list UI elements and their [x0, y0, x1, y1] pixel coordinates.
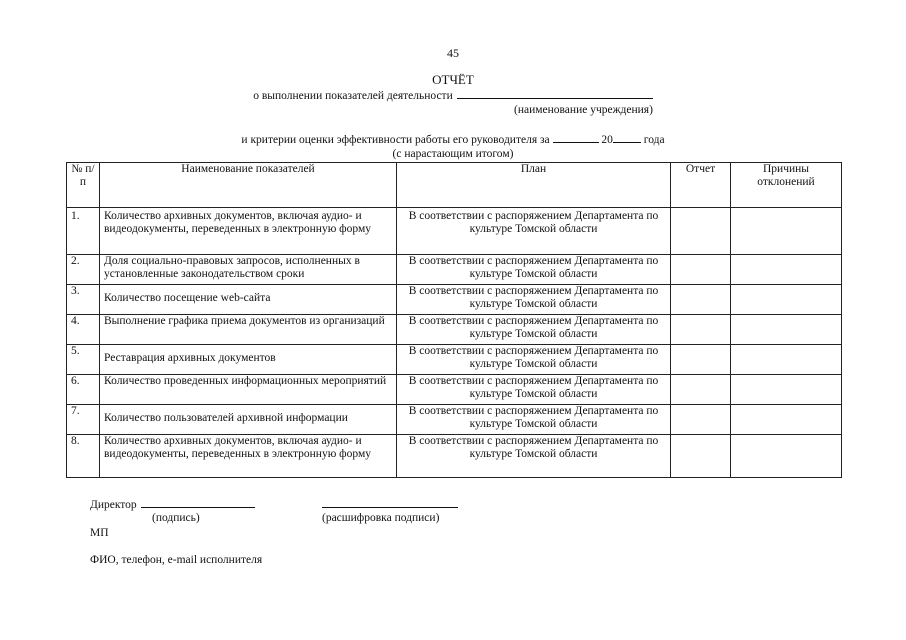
row-num: 2.: [67, 255, 100, 285]
row-plan: В соответствии с распоряжением Департамента по культуре Томской области: [397, 208, 671, 255]
header-report: Отчет: [671, 163, 731, 208]
row-name-text: Количество посещение web-сайта: [104, 292, 271, 304]
row-report[interactable]: [671, 375, 731, 405]
row-plan: В соответствии с распоряжением Департамента по культуре Томской области: [397, 285, 671, 315]
row-num: 1.: [67, 208, 100, 255]
row-name: Выполнение графика приема документов из организаций: [100, 315, 397, 345]
row-plan: В соответствии с распоряжением Департамента по культуре Томской области: [397, 405, 671, 435]
table-row: [67, 315, 842, 345]
row-name: [100, 285, 397, 315]
row-reasons[interactable]: [731, 435, 842, 478]
signature-blank[interactable]: [141, 497, 255, 508]
header-name: Наименование показателей: [100, 163, 397, 208]
row-report[interactable]: [671, 345, 731, 375]
row-plan: В соответствии с распоряжением Департамента по культуре Томской области: [397, 375, 671, 405]
signature-decode-blank[interactable]: [322, 497, 458, 508]
row-name: Доля социально-правовых запросов, исполненных в установленные законодательством сроки: [100, 255, 397, 285]
indicators-table: [66, 162, 842, 478]
row-plan: В соответствии с распоряжением Департамента по культуре Томской области: [397, 345, 671, 375]
document-title: ОТЧЁТ: [432, 72, 474, 87]
row-reasons[interactable]: [731, 375, 842, 405]
row-num: 4.: [67, 315, 100, 345]
row-num: 7.: [67, 405, 100, 435]
stamp-label: МП: [90, 527, 109, 539]
row-plan: В соответствии с распоряжением Департамента по культуре Томской области: [397, 315, 671, 345]
row-plan: В соответствии с распоряжением Департамента по культуре Томской области: [397, 255, 671, 285]
row-report[interactable]: [671, 315, 731, 345]
row-name-text: Количество пользователей архивной информации: [104, 412, 348, 424]
row-report[interactable]: [671, 208, 731, 255]
director-signature-row: [90, 497, 255, 511]
row-report[interactable]: [671, 405, 731, 435]
subtitle-line-2-suffix: года: [643, 134, 665, 146]
table-row: [67, 375, 842, 405]
table-row: [67, 255, 842, 285]
row-name: Количество архивных документов, включая аудио- и видеодокументы, переведенных в электронную форму: [100, 435, 397, 478]
row-name: [100, 405, 397, 435]
table-row: [67, 405, 842, 435]
row-name: [100, 345, 397, 375]
table-row: [67, 285, 842, 315]
row-report[interactable]: [671, 285, 731, 315]
row-num: 5.: [67, 345, 100, 375]
header-plan: План: [397, 163, 671, 208]
row-num: 8.: [67, 435, 100, 478]
row-name-text: Реставрация архивных документов: [104, 352, 276, 364]
subtitle-line-1-text: о выполнении показателей деятельности: [253, 90, 453, 102]
subtitle-line-3: (с нарастающим итогом): [392, 148, 514, 160]
period-blank[interactable]: [553, 132, 599, 143]
row-plan: В соответствии с распоряжением Департамента по культуре Томской области: [397, 435, 671, 478]
year-prefix: 20: [601, 134, 613, 146]
row-reasons[interactable]: [731, 405, 842, 435]
page-number: 45: [447, 46, 459, 60]
row-reasons[interactable]: [731, 345, 842, 375]
row-report[interactable]: [671, 435, 731, 478]
executor-label: ФИО, телефон, e-mail исполнителя: [90, 554, 263, 566]
table-header-row: [67, 163, 842, 208]
institution-blank[interactable]: [457, 88, 653, 99]
year-blank[interactable]: [613, 132, 641, 143]
signature-caption: (подпись): [152, 512, 200, 524]
row-reasons[interactable]: [731, 208, 842, 255]
institution-caption: (наименование учреждения): [514, 104, 653, 116]
table-row: [67, 208, 842, 255]
row-num: 6.: [67, 375, 100, 405]
subtitle-line-2: [0, 132, 906, 146]
row-reasons[interactable]: [731, 255, 842, 285]
header-reasons: Причины отклонений: [731, 163, 842, 208]
row-name: Количество проведенных информационных мероприятий: [100, 375, 397, 405]
row-reasons[interactable]: [731, 285, 842, 315]
row-reasons[interactable]: [731, 315, 842, 345]
table-row: [67, 345, 842, 375]
header-num: № п/п: [67, 163, 100, 208]
row-num: 3.: [67, 285, 100, 315]
row-name: Количество архивных документов, включая аудио- и видеодокументы, переведенных в электронную форму: [100, 208, 397, 255]
signature-decode-caption: (расшифровка подписи): [322, 512, 440, 524]
row-report[interactable]: [671, 255, 731, 285]
table-row: [67, 435, 842, 478]
subtitle-line-2-prefix: и критерии оценки эффективности работы его руководителя за: [241, 134, 550, 146]
subtitle-line-1: [0, 88, 906, 102]
director-label: Директор: [90, 499, 137, 511]
